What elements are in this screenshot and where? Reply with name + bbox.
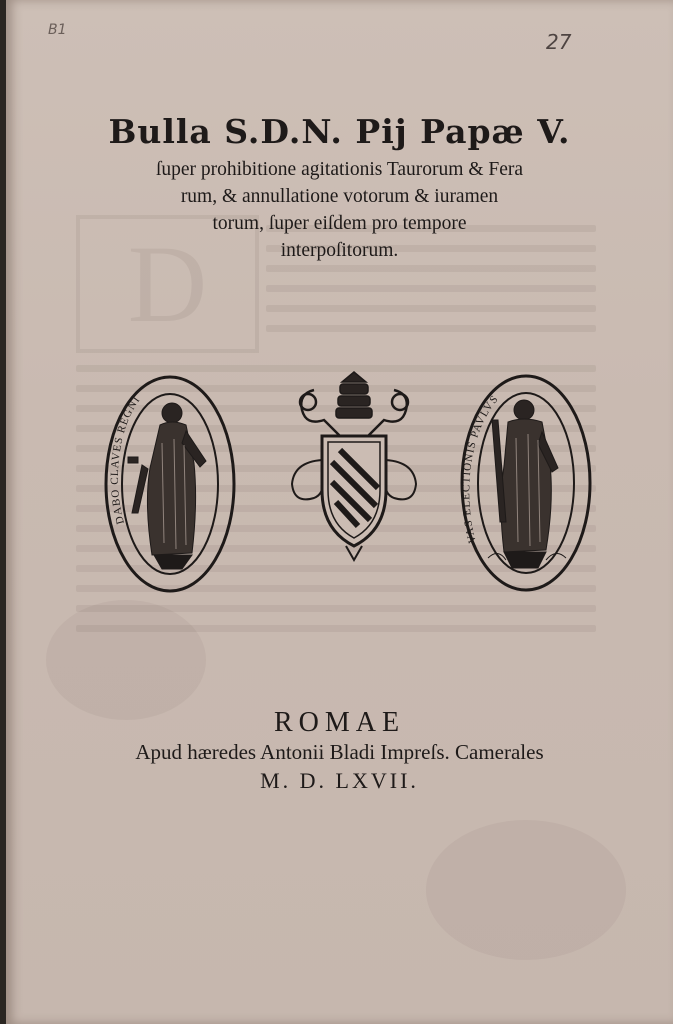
title-page <box>6 0 673 1024</box>
saint-peter-seal-icon <box>102 373 238 595</box>
seal-legend-top: VAS ELECTIONIS PAVLVS <box>460 392 502 545</box>
imprint-year: M. D. LXVII. <box>260 768 419 793</box>
papal-arms-icon <box>284 370 424 566</box>
imprint-printer: Apud hæredes Antonii Bladi Impreſs. Camerales <box>135 740 544 764</box>
subtitle-line-3: torum, ſuper eiſdem pro tempore <box>212 213 467 234</box>
subtitle-line-2: rum, & annullatione votorum & iuramen <box>180 186 499 207</box>
paper-stain <box>426 820 626 960</box>
paper-stain <box>46 600 206 720</box>
subtitle-line-1: ſuper prohibitione agitationis Taurorum & Fera <box>155 159 524 180</box>
seal-legend-top: DABO CLAVES REGNI <box>108 393 143 526</box>
folio-number: 27 <box>546 30 572 54</box>
show-through-text: D <box>76 215 596 645</box>
bull-title: Bulla S.D.N. Pij Papæ V. <box>108 112 571 151</box>
saint-paul-seal-icon <box>458 372 595 594</box>
archive-mark: B1 <box>48 22 67 38</box>
subtitle-line-4: interpoſitorum. <box>280 240 399 261</box>
imprint-city: ROMAE <box>273 707 406 738</box>
